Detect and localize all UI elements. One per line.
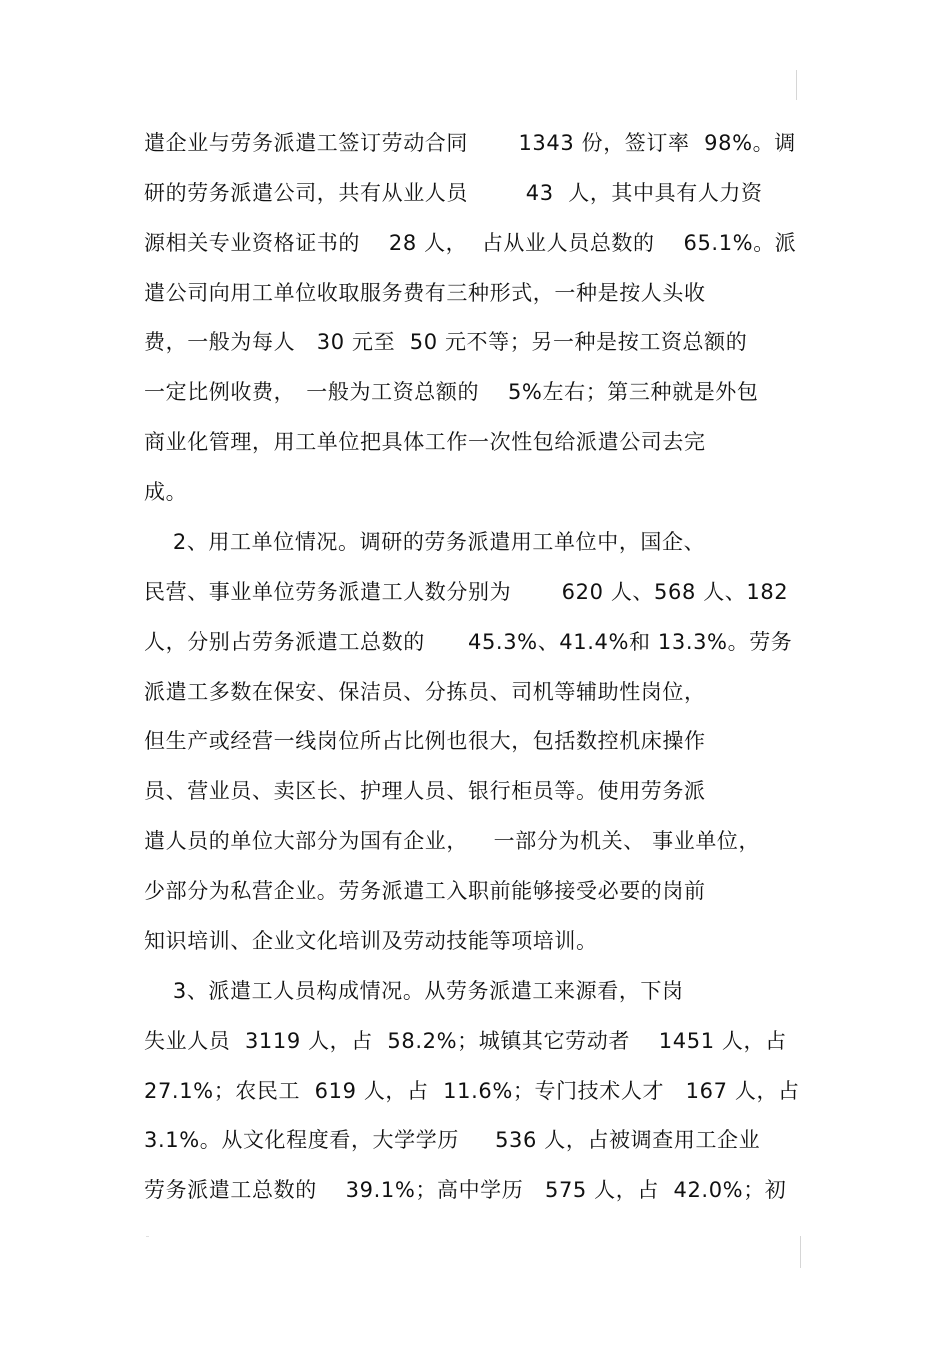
- paragraph-line: 2、用工单位情况。调研的劳务派遣用工单位中，国企、: [144, 530, 706, 554]
- paragraph-line: 民营、事业单位劳务派遣工人数分别为 620 人、568 人、182: [144, 580, 789, 604]
- paragraph-line: 遣公司向用工单位收取服务费有三种形式，一种是按人头收: [144, 281, 706, 305]
- paragraph-line: 人，分别占劳务派遣工总数的 45.3%、41.4%和 13.3%。劳务: [144, 630, 793, 654]
- paragraph-line: 研的劳务派遣公司，共有从业人员 43 人，其中具有人力资: [144, 181, 763, 205]
- paragraph-line: 3、派遣工人员构成情况。从劳务派遣工来源看，下岗: [144, 979, 684, 1003]
- paragraph-line: 派遣工多数在保安、保洁员、分拣员、司机等辅助性岗位，: [144, 680, 706, 704]
- paragraph-line: 费，一般为每人 30 元至 50 元不等；另一种是按工资总额的: [144, 330, 748, 354]
- paragraph-line: 27.1%；农民工 619 人，占 11.6%；专门技术人才 167 人，占: [144, 1079, 800, 1103]
- paragraph-line: 知识培训、企业文化培训及劳动技能等项培训。: [144, 929, 598, 953]
- paragraph-line: 遣企业与劳务派遣工签订劳动合同 1343 份，签订率 98%。调: [144, 131, 796, 155]
- paragraph-line: 一定比例收费， 一般为工资总额的 5%左右；第三种就是外包: [144, 380, 759, 404]
- paragraph-line: 成。: [144, 480, 188, 504]
- page-corner-mark-bottom: [800, 1236, 801, 1268]
- page-corner-mark-top: [796, 70, 797, 100]
- paragraph-line: 遣人员的单位大部分为国有企业， 一部分为机关、 事业单位，: [144, 829, 761, 853]
- paragraph-line: 3.1%。从文化程度看，大学学历 536 人，占被调查用工企业: [144, 1128, 761, 1152]
- paragraph-line: 但生产或经营一线岗位所占比例也很大，包括数控机床操作: [144, 729, 706, 753]
- paragraph-line: 源相关专业资格证书的 28 人， 占从业人员总数的 65.1%。派: [144, 231, 797, 255]
- paragraph-line: 少部分为私营企业。劳务派遣工入职前能够接受必要的岗前: [144, 879, 706, 903]
- paragraph-line: 失业人员 3119 人，占 58.2%；城镇其它劳动者 1451 人，占: [144, 1029, 787, 1053]
- paragraph-line: 商业化管理，用工单位把具体工作一次性包给派遣公司去完: [144, 430, 706, 454]
- page-corner-dot: [146, 1236, 149, 1237]
- paragraph-line: 劳务派遣工总数的 39.1%；高中学历 575 人，占 42.0%；初: [144, 1178, 787, 1202]
- paragraph-line: 员、营业员、卖区长、护理人员、银行柜员等。使用劳务派: [144, 779, 706, 803]
